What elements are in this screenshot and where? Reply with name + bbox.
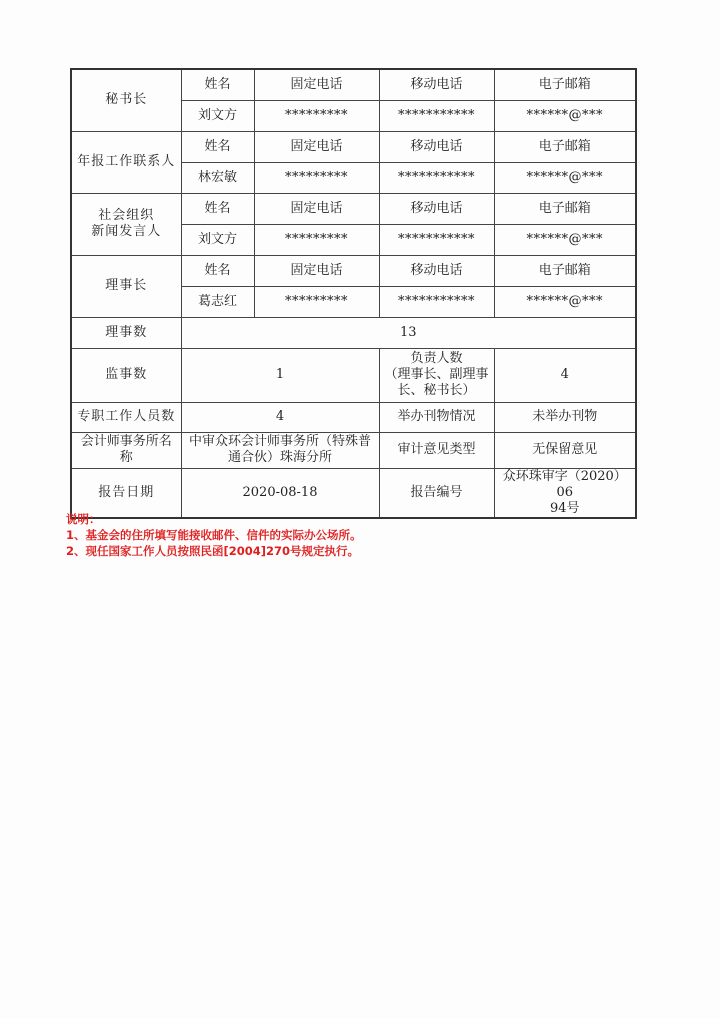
leaders-value: 4	[494, 348, 636, 402]
role-label-line1: 社会组织	[98, 208, 155, 223]
firm-value	[181, 432, 379, 468]
header-mobile: 移动电话	[379, 69, 494, 100]
report-no-label: 报告编号	[379, 468, 494, 518]
contact-email: ******@***	[494, 162, 636, 193]
contact-landline: *********	[254, 286, 379, 317]
firm-label	[71, 432, 181, 468]
leaders-label-line3: 长、秘书长）	[397, 383, 476, 398]
contact-mobile: ***********	[379, 162, 494, 193]
contact-mobile: ***********	[379, 286, 494, 317]
opinion-value: 无保留意见	[494, 432, 636, 468]
header-landline: 固定电话	[254, 255, 379, 286]
role-label: 年报工作联系人	[71, 131, 181, 193]
report-date-label: 报告日期	[71, 468, 181, 518]
firm-label-line1: 会计师事务所名	[80, 434, 172, 449]
supervisors-label: 监事数	[71, 348, 181, 402]
header-mobile: 移动电话	[379, 193, 494, 224]
header-mobile: 移动电话	[379, 255, 494, 286]
header-landline: 固定电话	[254, 69, 379, 100]
table-row	[71, 348, 636, 402]
table-row	[71, 432, 636, 468]
contact-mobile: ***********	[379, 224, 494, 255]
header-name: 姓名	[181, 131, 254, 162]
contact-email: ******@***	[494, 224, 636, 255]
annual-report-table	[70, 68, 637, 519]
role-label-line2: 新闻发言人	[91, 224, 162, 239]
header-landline: 固定电话	[254, 131, 379, 162]
staff-label: 专职工作人员数	[71, 402, 181, 432]
firm-value-line1: 中审众环会计师事务所（特殊普	[188, 434, 371, 449]
table-row	[71, 131, 636, 162]
contact-email: ******@***	[494, 286, 636, 317]
table-row	[71, 317, 636, 348]
table-row	[71, 402, 636, 432]
header-name: 姓名	[181, 255, 254, 286]
note-item: 2、现任国家工作人员按照民函[2004]270号规定执行。	[66, 544, 360, 558]
leaders-label-line1: 负责人数	[410, 351, 463, 366]
notes-title: 说明：	[66, 512, 101, 526]
publication-value: 未举办刊物	[494, 402, 636, 432]
contact-name: 葛志红	[181, 286, 254, 317]
contact-mobile: ***********	[379, 100, 494, 131]
opinion-label: 审计意见类型	[379, 432, 494, 468]
directors-label: 理事数	[71, 317, 181, 348]
publication-label: 举办刊物情况	[379, 402, 494, 432]
contact-name: 林宏敏	[181, 162, 254, 193]
header-landline: 固定电话	[254, 193, 379, 224]
header-email: 电子邮箱	[494, 131, 636, 162]
header-email: 电子邮箱	[494, 255, 636, 286]
leaders-label-line2: （理事长、副理事	[384, 367, 489, 382]
table-row	[71, 255, 636, 286]
header-mobile: 移动电话	[379, 131, 494, 162]
contact-landline: *********	[254, 224, 379, 255]
contact-landline: *********	[254, 162, 379, 193]
note-item: 1、基金会的住所填写能接收邮件、信件的实际办公场所。	[66, 528, 362, 542]
notes-section	[66, 511, 362, 559]
report-date-value: 2020-08-18	[181, 468, 379, 518]
report-no-line1: 众环珠审字（2020）06	[502, 468, 627, 500]
supervisors-value: 1	[181, 348, 379, 402]
role-label	[71, 193, 181, 255]
leaders-label	[379, 348, 494, 402]
role-label: 秘书长	[71, 69, 181, 131]
firm-label-line2: 称	[119, 450, 133, 465]
header-email: 电子邮箱	[494, 69, 636, 100]
firm-value-line2: 通合伙）珠海分所	[227, 450, 332, 465]
header-name: 姓名	[181, 193, 254, 224]
header-email: 电子邮箱	[494, 193, 636, 224]
table-row	[71, 193, 636, 224]
role-label: 理事长	[71, 255, 181, 317]
staff-value: 4	[181, 402, 379, 432]
directors-value: 13	[181, 317, 636, 348]
header-name: 姓名	[181, 69, 254, 100]
table-row	[71, 69, 636, 100]
contact-name: 刘文方	[181, 224, 254, 255]
contact-landline: *********	[254, 100, 379, 131]
report-no-line2: 94号	[549, 500, 580, 516]
report-no-value	[494, 468, 636, 518]
contact-email: ******@***	[494, 100, 636, 131]
contact-name: 刘文方	[181, 100, 254, 131]
